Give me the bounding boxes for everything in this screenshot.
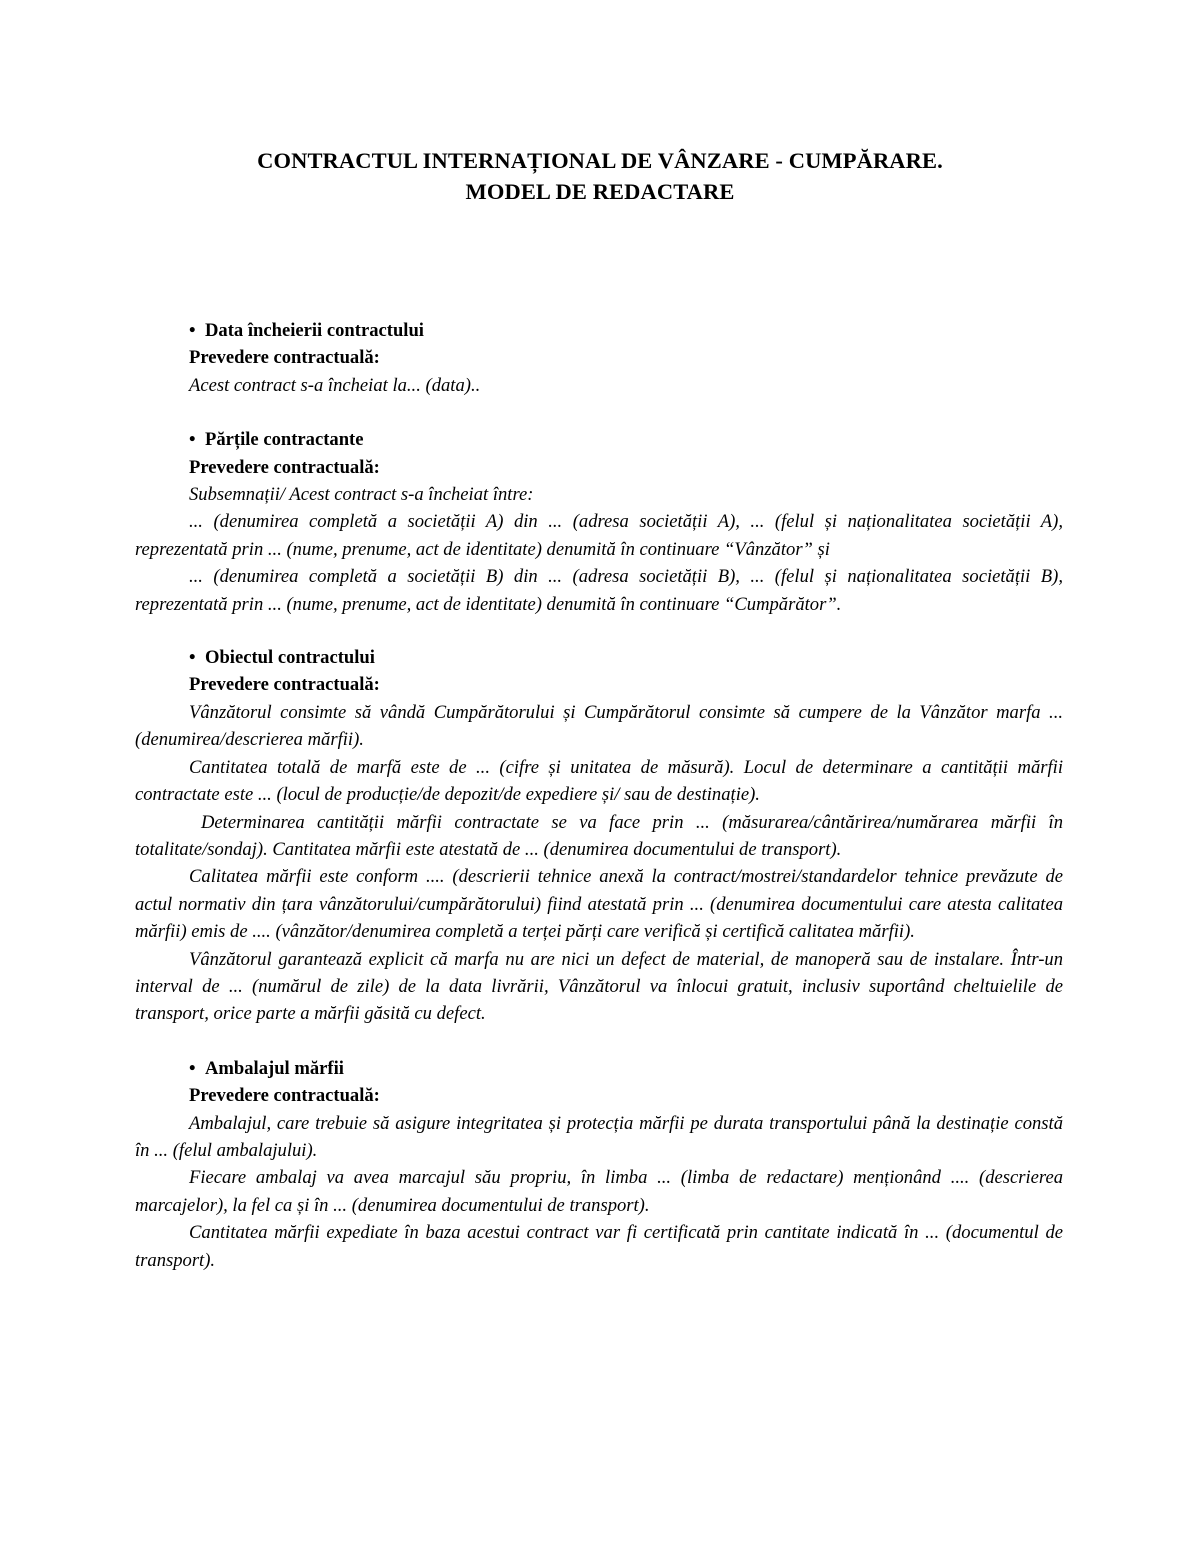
section-data-incheierii	[135, 317, 1063, 399]
provision-paragraph: Ambalajul, care trebuie să asigure integritatea și protecția mărfii pe durata transportului până la destinație constă în ... (felul ambalajului).	[135, 1112, 1063, 1161]
title-line-2: MODEL DE REDACTARE	[465, 179, 735, 204]
provision-paragraph: ... (denumirea completă a societății A) din ... (adresa societății A), ... (felul și naționalitatea societății A), reprezentată prin ... (nume, prenume, act de identitate) denumită în continuare “Vânzător” și	[135, 511, 1063, 560]
section-heading	[135, 426, 1063, 453]
section-heading-text: Părțile contractante	[205, 429, 364, 451]
section-partile-contractante	[135, 426, 1063, 618]
section-heading-text: Obiectul contractului	[205, 647, 375, 669]
provision-paragraph: Cantitatea totală de marfă este de ... (cifre și unitatea de măsură). Locul de determinare a cantității mărfii contractate este ... (locul de producție/de depozit/de expediere și/ sau de destinație).	[135, 756, 1063, 806]
section-heading-text: Data încheierii contractului	[205, 320, 424, 341]
section-heading	[135, 317, 1063, 344]
section-heading-text: Ambalajul mărfii	[205, 1057, 344, 1079]
document-body	[135, 317, 1063, 1301]
provision-paragraph: Acest contract s-a încheiat la... (data)..	[189, 374, 481, 396]
bullet-icon: •	[189, 647, 196, 669]
provision-paragraph: Determinarea cantității mărfii contractate se va face prin ... (măsurarea/cântărirea/numărarea mărfii în totalitate/sondaj). Cantitatea mărfii este atestată de ... (denumirea documentului de transport).	[135, 811, 1063, 860]
section-heading	[135, 644, 1063, 671]
provision-paragraph: Cantitatea mărfii expediate în baza acestui contract var fi certificată prin cantitate indicată în ... (documentul de transport).	[135, 1222, 1063, 1271]
title-line-1: CONTRACTUL INTERNAȚIONAL DE VÂNZARE - CUMPĂRARE.	[257, 148, 943, 173]
section-heading	[135, 1055, 1063, 1082]
provision-label: Prevedere contractuală:	[189, 674, 380, 696]
document-title	[0, 145, 1200, 207]
provision-paragraph: ... (denumirea completă a societății B) din ... (adresa societății B), ... (felul și naționalitatea societății B), reprezentată prin ... (nume, prenume, act de identitate) denumită în continuare “Cumpărător”.	[135, 566, 1063, 615]
provision-paragraph: Calitatea mărfii este conform .... (descrierii tehnice anexă la contract/mostrei/standardelor tehnice prevăzute de actul normativ din țara vânzătorului/cumpărătorului) fiind atestată prin ... (denumirea documentului care atesta calitatea mărfii) emis de .... (vânzător/denumirea completă a terței părți care verifică și certifică calitatea mărfii).	[135, 866, 1063, 943]
section-ambalajul-marfii	[135, 1055, 1063, 1274]
provision-label: Prevedere contractuală:	[189, 456, 380, 478]
provision-paragraph: Vânzătorul garantează explicit că marfa nu are nici un defect de material, de manoperă sau de instalare. Într-un interval de ... (numărul de zile) de la data livrării, Vânzătorul va înlocui gratuit, inclusiv suportând cheltuielile de transport, orice parte a mărfii găsită cu defect.	[135, 948, 1063, 1025]
bullet-icon: •	[189, 429, 196, 451]
section-obiectul-contractului	[135, 644, 1063, 1028]
provision-paragraph: Fiecare ambalaj va avea marcajul său propriu, în limba ... (limba de redactare) menționând .... (descrierea marcajelor), la fel ca și în ... (denumirea documentului de transport).	[135, 1167, 1063, 1216]
provision-paragraph: Subsemnații/ Acest contract s-a încheiat între:	[189, 484, 534, 506]
provision-label: Prevedere contractuală:	[189, 347, 380, 369]
provision-paragraph: Vânzătorul consimte să vândă Cumpărătorului și Cumpărătorul consimte să cumpere de la Vânzător marfa ... (denumirea/descrierea mărfii).	[135, 701, 1063, 751]
bullet-icon: •	[189, 320, 196, 341]
provision-label: Prevedere contractuală:	[189, 1085, 380, 1107]
bullet-icon: •	[189, 1057, 196, 1079]
